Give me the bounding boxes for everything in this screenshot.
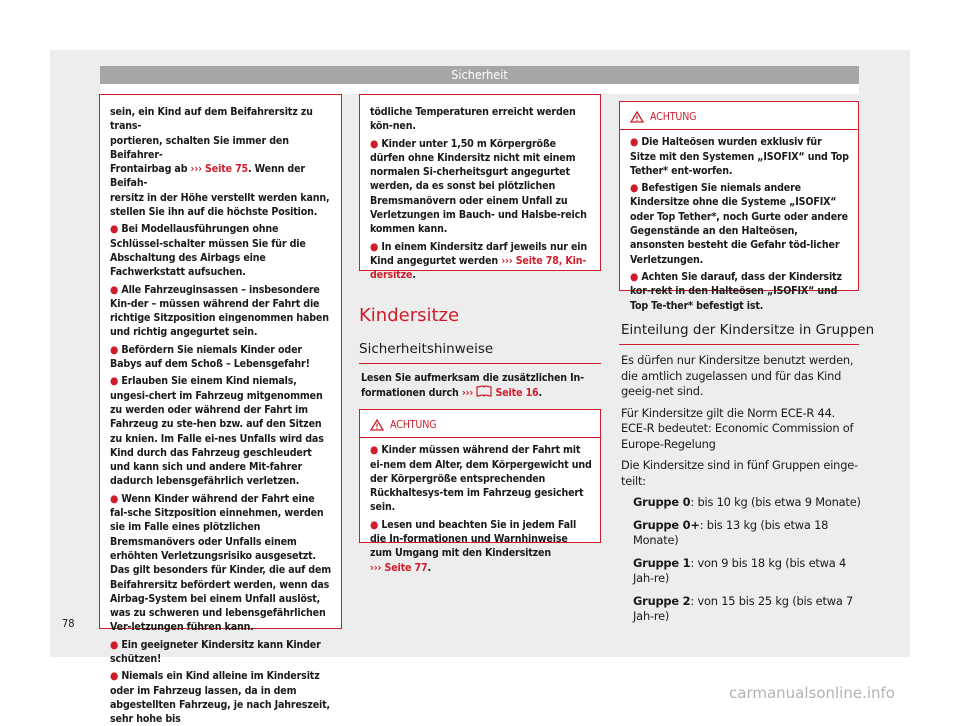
warning-intro: tödliche Temperaturen erreicht werden kön-nen.: [370, 106, 576, 133]
group-item: Gruppe 0+: bis 13 kg (bis etwa 18 Monate): [633, 517, 829, 547]
bullet-icon: ●: [110, 343, 119, 356]
bullet-icon: ●: [370, 518, 379, 531]
warning-box-top: [359, 94, 601, 282]
bullet-item: ● Erlauben Sie einem Kind niemals, ungesi-chert im Fahrzeug mitgenommen zu werden oder während der Fahrt im Fahrzeug zu ste-hen bzw. auf den Sitzen zu knien. Im Falle ei-nes Unfalls wird das Kind durch das Fahrzeug geschleudert und kann sich und andere Mit-fahrer dadurch lebensgefährlich verletzen.: [110, 375, 324, 488]
subtitle-underline: [619, 344, 859, 345]
achtung-box: [359, 409, 601, 574]
bullet-item: ● In einem Kindersitz darf jeweils nur ein Kind angegurtet werden ››› Seite 78, Kin-dersitze.: [370, 240, 588, 282]
bullet-icon: ●: [630, 136, 639, 149]
bullet-item: ● Alle Fahrzeuginsassen – insbesondere Kin-der – müssen während der Fahrt die richtige Sitzposition eingenommen haben und richtig angegurtet sein.: [110, 283, 329, 339]
bullet-icon: ●: [110, 375, 119, 388]
section-title: Kindersitze: [359, 305, 460, 326]
bullet-item: ● Ein geeigneter Kindersitz kann Kinder schützen!: [110, 638, 321, 665]
group-item: Gruppe 1: von 9 bis 18 kg (bis etwa 4 Jah-re): [633, 555, 847, 585]
bullet-item: ● Achten Sie darauf, dass der Kindersitz kor-rekt in den Halteösen „ISOFIX“ und Top Te-ther* befestigt ist.: [630, 270, 842, 312]
page-link[interactable]: ››› Seite 16: [461, 387, 539, 400]
bullet-icon: ●: [110, 283, 119, 296]
section-subtitle: Einteilung der Kindersitze in Gruppen: [621, 322, 875, 338]
bullet-item: ● Wenn Kinder während der Fahrt eine fal-sche Sitzposition einnehmen, werden sie im Falle eines plötzlichen Bremsmanövers oder Unfalls einem erhöhten Verletzungsrisiko ausgesetzt. Das gilt besonders für Kinder, die auf dem Beifahrersitz befördert werden, wenn das Airbag-System bei einem Unfall auslöst, was zu schweren und lebensgefährlichen Ver-letzungen führen kann.: [110, 492, 332, 634]
warning-intro: sein, ein Kind auf dem Beifahrersitz zu trans- portieren, schalten Sie immer den Beifahrer- Frontairbag ab ››› Seite 75. Wenn der Beifah- rersitz in der Höhe verstellt werden kann, stellen Sie ihn auf die höchste Position.: [110, 106, 330, 219]
bullet-item: ● Kinder unter 1,50 m Körpergröße dürfen ohne Kindersitz nicht mit einem normalen Si-cherheitsgurt angegurtet werden, da es sonst bei plötzlichen Bremsmanövern oder einem Unfall zu Verletzungen im Bauch- und Halsbe-reich kommen kann.: [370, 137, 587, 236]
bullet-item: ● Die Halteösen wurden exklusiv für Sitze mit den Systemen „ISOFIX“ und Top Tether* ent-worfen.: [630, 136, 849, 177]
section-header: Sicherheit: [100, 66, 859, 84]
achtung-header: ACHTUNG: [630, 110, 850, 124]
group-item: Gruppe 0: bis 10 kg (bis etwa 9 Monate): [633, 495, 861, 509]
achtung-box: [619, 101, 859, 312]
subtitle-underline: [359, 363, 601, 364]
bullet-icon: ●: [110, 223, 119, 236]
bullet-item: ● Befördern Sie niemals Kinder oder Babys auf dem Schoß – Lebensgefahr!: [110, 343, 310, 371]
bullet-icon: ●: [630, 182, 639, 195]
bullet-icon: ●: [630, 270, 639, 283]
bullet-item: ● Lesen und beachten Sie in jedem Fall die In-formationen und Warnhinweise zum Umgang mit den Kindersitzen ››› Seite 77.: [370, 518, 577, 574]
book-icon: [476, 385, 492, 397]
paragraph: Die Kindersitze sind in fünf Gruppen einge-teilt:: [621, 458, 858, 488]
bullet-item: ● Niemals ein Kind alleine im Kindersitz oder im Fahrzeug lassen, da in dem abgestellten Fahrzeug, je nach Jahreszeit, sehr hohe bis: [110, 670, 331, 726]
page-link[interactable]: ››› Seite 77: [370, 561, 428, 574]
bullet-icon: ●: [110, 492, 119, 505]
warning-box-continued: [99, 94, 342, 726]
page-link[interactable]: ››› Seite 78, Kin-dersitze: [370, 254, 587, 282]
paragraph: Für Kindersitze gilt die Norm ECE-R 44. ECE-R bedeutet: Economic Commission of Europe-Regelung: [621, 405, 854, 451]
bullet-icon: ●: [110, 670, 119, 683]
watermark: carmanualsonline.info: [729, 684, 895, 702]
bullet-item: ● Bei Modellausführungen ohne Schlüssel-schalter müssen Sie für die Abschaltung des Airbags eine Fachwerkstatt aufsuchen.: [110, 223, 306, 279]
page-link[interactable]: ››› Seite 75: [190, 163, 249, 176]
bullet-icon: ●: [370, 444, 379, 457]
bullet-item: ● Befestigen Sie niemals andere Kindersitze ohne die Systeme „ISOFIX“ oder Top Tether*, noch Gurte oder andere Gegenstände an den Halteösen, ansonsten besteht die Gefahr töd-licher Verletzungen.: [630, 182, 848, 266]
bullet-icon: ●: [370, 137, 379, 150]
warning-triangle-icon: [370, 419, 384, 431]
achtung-header: ACHTUNG: [370, 418, 592, 432]
warning-triangle-icon: [630, 111, 644, 123]
gruppen-body: [621, 353, 861, 632]
group-item: Gruppe 2: von 15 bis 25 kg (bis etwa 7 Jah-re): [633, 593, 854, 623]
section-subtitle: Sicherheitshinweise: [359, 341, 494, 357]
page-number: 78: [62, 617, 75, 630]
bullet-item: ● Kinder müssen während der Fahrt mit ei-nem dem Alter, dem Körpergewicht und der Körpergröße entsprechenden Rückhaltesys-tem im Fahrzeug gesichert sein.: [370, 444, 592, 514]
paragraph: Es dürfen nur Kindersitze benutzt werden, die amtlich zugelassen und für das Kind geeig-net sind.: [621, 353, 854, 398]
read-notice: Lesen Sie aufmerksam die zusätzlichen In-formationen durch ››› Seite 16.: [361, 372, 584, 400]
bullet-icon: ●: [110, 638, 119, 651]
bullet-icon: ●: [370, 240, 379, 253]
header-gap: [100, 84, 859, 94]
